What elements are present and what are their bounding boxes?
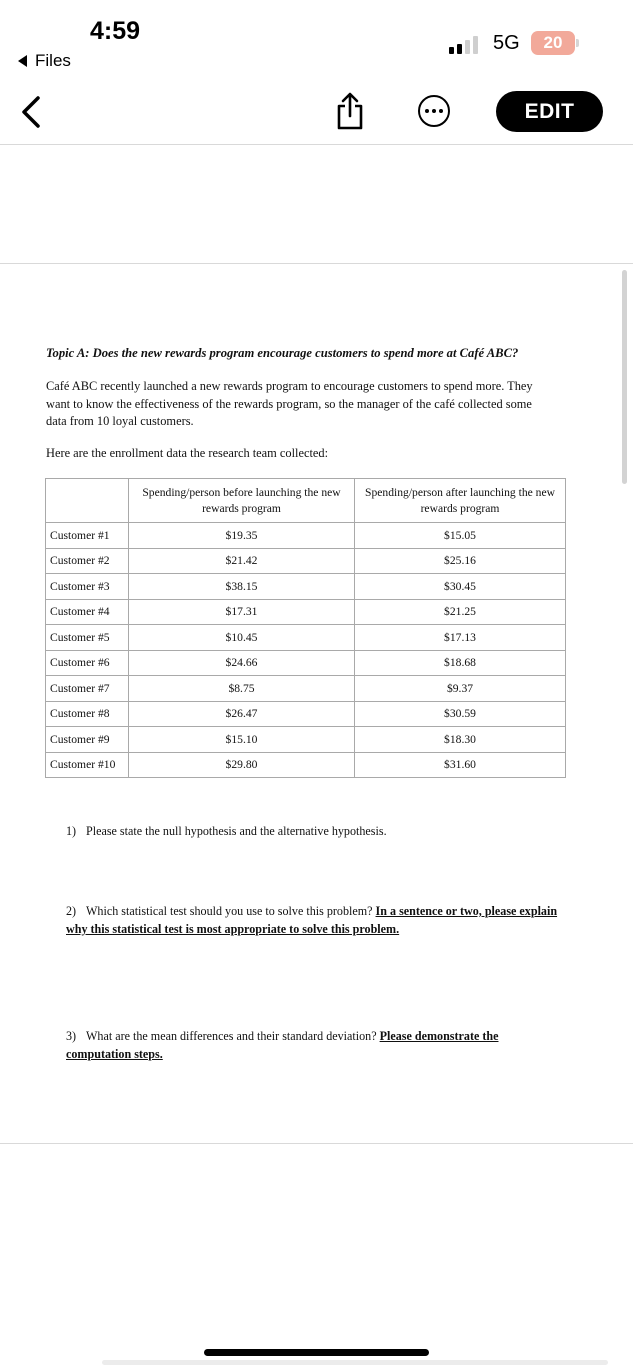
spending-before: $21.42 [129,548,355,574]
network-type: 5G [493,32,520,54]
spending-before: $10.45 [129,625,355,651]
customer-name: Customer #5 [46,625,129,651]
table-row [46,650,566,676]
table-row [46,752,566,778]
spending-before: $15.10 [129,727,355,753]
battery-cap-icon [576,39,579,47]
question-text: What are the mean differences and their standard deviation? [86,1029,380,1043]
table-row [46,701,566,727]
battery-level: 20 [543,33,563,52]
customer-name: Customer #4 [46,599,129,625]
table-row [46,574,566,600]
customer-name: Customer #3 [46,574,129,600]
edit-button[interactable]: EDIT [496,91,603,132]
question-3 [66,1027,566,1063]
question-number: 1) [66,824,77,838]
spending-after: $30.59 [355,701,566,727]
page-bottom-divider [0,1143,633,1144]
table-header-row [46,479,566,523]
spending-before: $29.80 [129,752,355,778]
signal-icon [449,34,481,54]
status-time: 4:59 [90,17,141,45]
table-row [46,727,566,753]
question-emphasis: Please demonstrate the computation steps. [66,1029,499,1061]
spending-after: $25.16 [355,548,566,574]
spending-after: $30.45 [355,574,566,600]
question-emphasis: In a sentence or two, please explain why this statistical test is most appropriate to solve this problem. [66,904,558,936]
spending-after: $15.05 [355,523,566,549]
question-number: 2) [66,904,77,918]
spending-after: $18.68 [355,650,566,676]
spending-after: $17.13 [355,625,566,651]
question-2 [66,902,566,938]
customer-name: Customer #6 [46,650,129,676]
back-app-label: Files [35,51,71,70]
table-row [46,625,566,651]
question-text: Please state the null hypothesis and the alternative hypothesis. [86,824,387,838]
customer-name: Customer #10 [46,752,129,778]
back-triangle-icon [18,55,27,67]
spending-table [45,478,566,778]
more-options-icon[interactable] [418,95,450,127]
customer-name: Customer #8 [46,701,129,727]
chevron-left-icon[interactable] [14,94,50,130]
spending-after: $18.30 [355,727,566,753]
spending-before: $26.47 [129,701,355,727]
spending-before: $8.75 [129,676,355,702]
customer-name: Customer #7 [46,676,129,702]
page-track [102,1360,608,1365]
spending-before: $24.66 [129,650,355,676]
intro-paragraph: Café ABC recently launched a new rewards program to encourage customers to spend more. They want to know the effectiveness of the rewards program, so the manager of the café collected some data from 10 loyal customers. [46,379,533,428]
table-row [46,523,566,549]
toolbar-divider [0,144,633,145]
question-1 [66,822,387,840]
header-after: Spending/person after launching the new rewards program [355,479,566,523]
topic-heading: Topic A: Does the new rewards program encourage customers to spend more at Café ABC? [46,346,519,360]
table-lead-text: Here are the enrollment data the research team collected: [46,446,329,460]
header-before: Spending/person before launching the new rewards program [129,479,355,523]
home-indicator[interactable] [204,1349,429,1356]
spending-before: $17.31 [129,599,355,625]
table-row [46,676,566,702]
customer-name: Customer #2 [46,548,129,574]
table-row [46,599,566,625]
customer-name: Customer #9 [46,727,129,753]
question-text: Which statistical test should you use to solve this problem? [86,904,376,918]
header-blank [46,479,129,523]
battery-icon [531,31,575,55]
back-to-files-button[interactable] [18,51,71,71]
question-number: 3) [66,1029,77,1043]
table-row [46,548,566,574]
spending-after: $21.25 [355,599,566,625]
page-top-divider [0,263,633,264]
spending-before: $38.15 [129,574,355,600]
spending-after: $9.37 [355,676,566,702]
scrollbar[interactable] [622,270,627,484]
spending-before: $19.35 [129,523,355,549]
spending-after: $31.60 [355,752,566,778]
share-icon[interactable] [334,91,366,131]
customer-name: Customer #1 [46,523,129,549]
